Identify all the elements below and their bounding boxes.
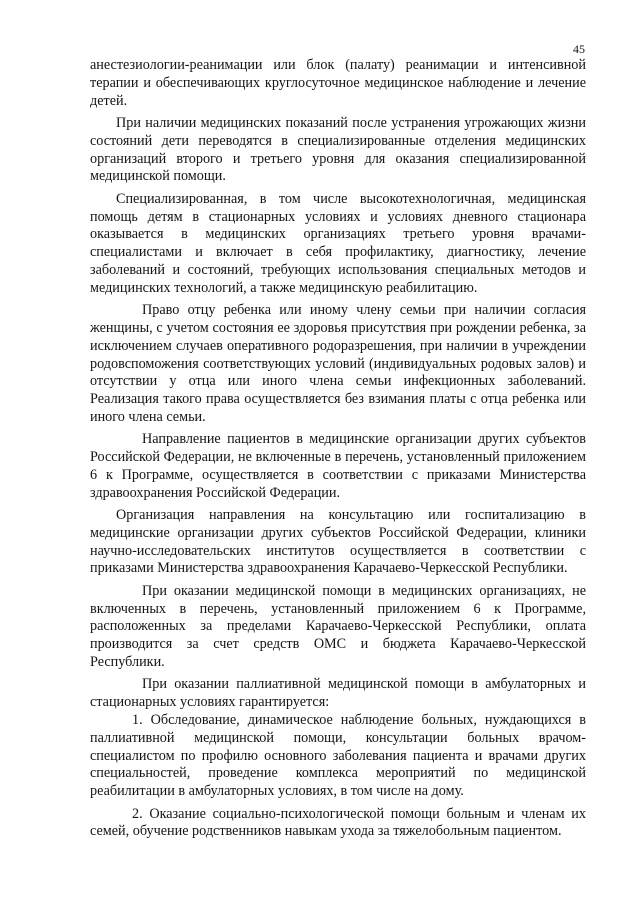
paragraph: При оказании паллиативной медицинской помощи в амбулаторных и стационарных условиях гарантируется:: [90, 676, 586, 711]
paragraph: Специализированная, в том числе высокотехнологичная, медицинская помощь детям в стационарных условиях и условиях дневного стационара оказывается в медицинских организациях третьего уровня врачами-специалистами и включает в себя профилактику, диагностику, лечение заболеваний и состояний, требующих использования специальных методов и медицинских технологий, а также медицинскую реабилитацию.: [90, 190, 586, 296]
document-body: [90, 57, 586, 846]
paragraph: Право отцу ребенка или иному члену семьи при наличии согласия женщины, с учетом состояния ее здоровья присутствия при рождении ребенка, за исключением случаев оперативного родоразрешения, при наличии в учреждении родовспоможения соответствующих условий (индивидуальных родовых залов) и отсутствии у отца или иного члена семьи инфекционных заболеваний. Реализация такого права осуществляется без взимания платы с отца ребенка или иного члена семьи.: [90, 302, 586, 425]
paragraph: анестезиологии-реанимации или блок (палату) реанимации и интенсивной терапии и обеспечивающих круглосуточное медицинское наблюдение и лечение детей.: [90, 57, 586, 109]
paragraph: При оказании медицинской помощи в медицинских организациях, не включенных в перечень, установленный приложением 6 к Программе, расположенных за пределами Карачаево-Черкесской Республики, оплата производится за счет средств ОМС и бюджета Карачаево-Черкесской Республики.: [90, 582, 586, 671]
page-number: 45: [573, 42, 585, 56]
paragraph: Направление пациентов в медицинские организации других субъектов Российской Федерации, не включенные в перечень, установленный приложением 6 к Программе, осуществляется в соответствии с приказами Министерства здравоохранения Российской Федерации.: [90, 431, 586, 501]
paragraph: При наличии медицинских показаний после устранения угрожающих жизни состояний дети переводятся в специализированные отделения медицинских организаций второго и третьего уровня для оказания специализированной медицинской помощи.: [90, 114, 586, 185]
list-item: 2. Оказание социально-психологической помощи больным и членам их семей, обучение родственников навыкам ухода за тяжелобольным пациентом.: [90, 805, 586, 840]
list-item: 1. Обследование, динамическое наблюдение больных, нуждающихся в паллиативной медицинской помощи, консультации больных врачом-специалистом по профилю основного заболевания пациента и врачами других специальностей, проведение комплекса мероприятий по медицинской реабилитации в амбулаторных условиях, в том числе на дому.: [90, 712, 586, 800]
paragraph: Организация направления на консультацию или госпитализацию в медицинские организации других субъектов Российской Федерации, клиники научно-исследовательских институтов осуществляется в соответствии с приказами Министерства здравоохранения Карачаево-Черкесской Республики.: [90, 507, 586, 577]
